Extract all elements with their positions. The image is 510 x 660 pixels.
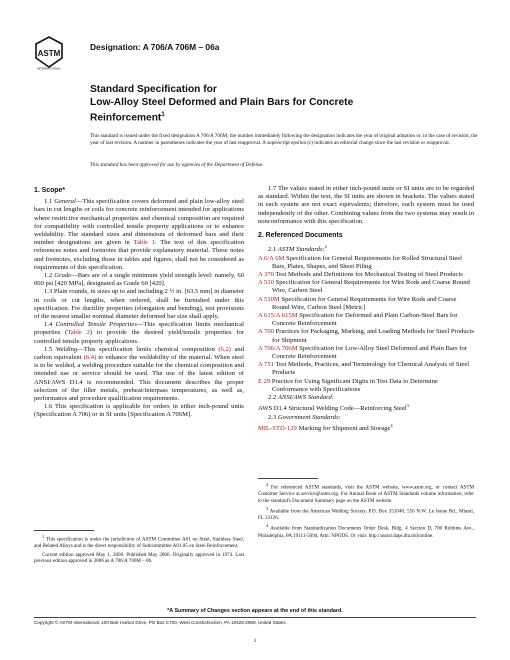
reference-link[interactable]: A 510M <box>258 295 280 303</box>
reference-link[interactable]: A 700 <box>258 328 274 336</box>
aws-reference: AWS D1.4 Structural Welding Code—Reinforcing Steel$^3$ <box>258 403 409 413</box>
astm-logo <box>34 36 64 70</box>
reference-link[interactable]: A 510 <box>258 279 274 287</box>
astm-standards-heading: 2.1 ASTM Standards:$^2$ <box>268 244 327 254</box>
reference-link[interactable]: E 29 <box>258 377 271 385</box>
footer-rule <box>34 617 476 618</box>
section-heading-scope: 1. Scope* <box>34 187 66 194</box>
paragraph-1-3: 1.3 Plain rounds, in sizes up to and including 2 ½ in. [63.5 mm] in diameter in coils or cut lengths, when ordered, shall be furnished under this specification. For ductility properties (elongation and bending), test provisions of the nearest smaller nominal diameter deformed bar size shall apply. <box>34 288 244 321</box>
paragraph-1-4: 1.4 Controlled Tensile Properties—This specification limits mechanical properties (Table 2) to provide the desired yield/tensile properties for controlled tensile property applications. <box>34 321 244 345</box>
reference-item: A 6/A 6M Specification for General Requirements for Rolled Structural Steel Bars, Plates, Shapes, and Sheet Piling <box>258 254 463 270</box>
footnotes-right: $^2$ For referenced ASTM standards, visit the ASTM website, www.astm.org, or contact ASTM Customer Service at service@astm.org. For Annual Book of ASTM Standards volume information, refer to the standard's Document Summary page on the ASTM website. $^3$ Available from the American Welding Society, P.O. Box 351040, 550 N.W. Le Jeune Rd., Miami, FL 33126. $^4$ Available from Standardization Documents Order Desk, Bldg. 4 Section D, 700 Robbins Ave., Philadelphia, PA 19111-5094, Attn: NPODS. Or visit: http://assist.daps.dla.mil/online. <box>258 482 475 539</box>
right-column <box>258 185 474 433</box>
footnotes-left: $^1$ This specification is under the jurisdiction of ASTM Committee A01 on Steel, Stainless Steel, and Related Alloys and is the direct responsibility of Subcommittee A01.05 on Steel Reinforcement. Current edition approved May 1, 2006. Published May 2006. Originally approved in 1974. Last previous edition approved in 2006 as A 706/A 706M – 06. <box>34 534 245 564</box>
paragraph-1-2: 1.2 Grade—Bars are of a single minimum yield strength level: namely, 60 000 psi [420 MPa], designated as Grade 60 [420]. <box>34 272 244 288</box>
paragraph-1-1: 1.1 General—This specification covers deformed and plain low-alloy steel bars in cut lengths or coils for concrete reinforcement intended for applications where restrictive mechanical properties and chemical composition are required for compatibility with controlled tensile property applications or to enhance weldability. The standard sizes and dimensions of deformed bars and their number designations are given in Table 1. The text of this specification references notes and footnotes that provide explanatory material. These notes and footnotes, excluding those in tables and figures, shall not be considered as requirements of this specification. <box>34 198 245 271</box>
reference-item: A 706/A 706M Specification for Low-Alloy Steel Deformed and Plain Bars for Concrete Reinforcement <box>258 344 467 361</box>
reference-item: A 751 Test Methods, Practices, and Terminology for Chemical Analysis of Steel Products <box>258 361 470 377</box>
reference-list <box>258 255 474 394</box>
table-1-link[interactable]: Table 1 <box>133 239 156 247</box>
svg-text:INTERNATIONAL: INTERNATIONAL <box>37 66 61 70</box>
section-6-2-link[interactable]: (6.2) <box>218 345 231 353</box>
copyright: Copyright © ASTM International, 100 Barr Harbor Drive, PO Box C700, West Conshohocken, PA 19428-2959, United States. <box>34 620 287 625</box>
aws-heading: 2.2 ANSI/AWS Standard: <box>268 394 334 402</box>
reference-item: A 615/A 615M Specification for Deformed and Plain Carbon-Steel Bars for Concrete Reinforcement <box>258 312 458 328</box>
reference-item: A 370 Test Methods and Definitions for Mechanical Testing of Steel Products <box>258 271 463 279</box>
section-6-4-link[interactable]: (6.4) <box>83 354 97 362</box>
svg-text:ASTM: ASTM <box>37 49 61 58</box>
designation: Designation: A 706/A 706M – 06a <box>90 42 220 52</box>
issue-note: This standard is issued under the fixed designation A 706/A 706M; the number immediately following the designation indicates the year of original adoption or, in the case of revision, the year of last revision. A number in parentheses indicates the year of last reapproval. A superscript epsilon (ε) indicates an editorial change since the last revision or reapproval. <box>90 133 478 147</box>
reference-link[interactable]: A 6/A 6M <box>258 254 285 262</box>
reference-item: A 510M Specification for General Requirements for Wire Rods and Coarse Round Wire, Carbon Steel [Metric] <box>258 295 457 311</box>
paragraph-1-7: 1.7 The values stated in either inch-pound units or SI units are to be regarded as standard. Within the text, the SI units are shown in brackets. The values stated in each system are not exact equivalents; therefore, each system must be used independently of the other. Combining values from the two systems may result in nonconformance with this specification. <box>258 185 474 225</box>
section-heading-referenced-documents: 2. Referenced Documents <box>258 232 343 240</box>
defense-note: This standard has been approved for use by agencies of the Department of Defense. <box>90 162 264 168</box>
page-number: 1 <box>253 638 257 644</box>
mil-std-129-link[interactable]: MIL-STD-129 <box>258 425 297 433</box>
left-column <box>34 185 244 420</box>
footnote-rule-left <box>34 530 94 531</box>
document-title: Standard Specification for Low-Alloy Steel Deformed and Plain Bars for Concrete Reinforcement$^1$ <box>90 84 354 124</box>
paragraph-1-6: 1.6 This specification is applicable for orders in either inch-pound units (Specification A 706) or in SI units [Specification A 706M]. <box>34 403 244 419</box>
reference-item: A 510 Specification for General Requirements for Wire Rods and Coarse Round Wire, Carbon Steel <box>258 279 470 295</box>
reference-item: A 700 Practices for Packaging, Marking, and Loading Methods for Steel Products for Shipment <box>258 328 474 344</box>
government-heading: 2.3 Government Standards: <box>268 413 341 421</box>
reference-link[interactable]: A 615/A 615M <box>258 312 298 320</box>
table-2-link[interactable]: Table 2 <box>67 329 90 337</box>
footnote-rule-right <box>258 478 318 479</box>
mil-std-reference: MIL-STD-129 Marking for Shipment and Storage$^4$ <box>258 422 393 433</box>
reference-item: E 29 Practice for Using Significant Digits in Test Data to Determine Conformance with Specifications <box>258 377 438 393</box>
reference-link[interactable]: A 751 <box>258 361 274 369</box>
reference-link[interactable]: A 370 <box>258 271 274 279</box>
summary-of-changes-note: *A Summary of Changes section appears at the end of this standard. <box>167 608 343 614</box>
reference-link[interactable]: A 706/A 706M <box>258 344 298 352</box>
paragraph-1-5: 1.5 Welding—This specification limits chemical composition (6.2) and carbon equivalent (6.4) to enhance the weldability of the material. When steel is to be welded, a welding procedure suitable for the chemical composition and intended use or service should be used. The use of the latest edition of ANSI/AWS D1.4 is recommended. This document describes the proper selection of the filler metals, preheat/interpass temperatures, as well as, performance and procedure qualification requirements. <box>34 345 245 403</box>
